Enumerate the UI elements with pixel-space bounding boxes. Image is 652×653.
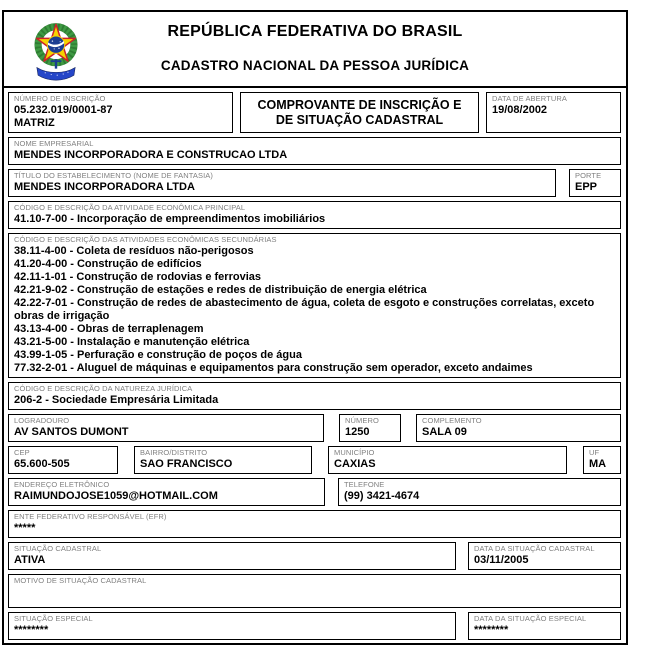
atividade-secundaria-item: 41.20-4-00 - Construção de edifícios xyxy=(14,258,202,270)
nome-fantasia-value: MENDES INCORPORADORA LTDA xyxy=(14,181,195,193)
atividade-secundaria-item: 43.21-5-00 - Instalação e manutenção elétrica xyxy=(14,336,250,348)
email-value: RAIMUNDOJOSE1059@HOTMAIL.COM xyxy=(14,490,218,502)
field-telefone xyxy=(338,478,621,506)
complemento-value: SALA 09 xyxy=(422,426,467,438)
row-atividades-secundarias xyxy=(8,233,621,378)
field-numero xyxy=(339,414,401,442)
atividade-secundaria-item: 42.22-7-01 - Construção de redes de abastecimento de água, coleta de esgoto e construções correlatas, exceto obras de irrigação xyxy=(14,297,595,322)
efr-label: ENTE FEDERATIVO RESPONSÁVEL (EFR) xyxy=(14,512,167,521)
field-situacao-especial xyxy=(8,612,456,640)
field-municipio xyxy=(328,446,567,474)
cep-label: CEP xyxy=(14,448,30,457)
data-abertura-label: DATA DE ABERTURA xyxy=(492,94,567,103)
data-abertura-value: 19/08/2002 xyxy=(492,104,548,116)
page-subtitle: CADASTRO NACIONAL DA PESSOA JURÍDICA xyxy=(160,58,470,73)
numero-inscricao-value: 05.232.019/0001-87 xyxy=(14,104,113,116)
atividade-principal-label: CÓDIGO E DESCRIÇÃO DA ATIVIDADE ECONÔMICA PRINCIPAL xyxy=(14,203,246,212)
uf-value: MA xyxy=(589,458,607,470)
bairro-value: SAO FRANCISCO xyxy=(140,458,233,470)
bairro-label: BAIRRO/DISTRITO xyxy=(140,448,208,457)
row-atividade-principal xyxy=(8,201,621,229)
porte-value: EPP xyxy=(575,181,598,193)
logradouro-label: LOGRADOURO xyxy=(14,416,70,425)
field-atividades-secundarias xyxy=(8,233,621,378)
row-cep-municipio xyxy=(8,446,621,474)
cnpj-document xyxy=(2,10,628,645)
situacao-cadastral-label: SITUAÇÃO CADASTRAL xyxy=(14,544,102,553)
field-logradouro xyxy=(8,414,324,442)
motivo-situacao-label: MOTIVO DE SITUAÇÃO CADASTRAL xyxy=(14,576,147,585)
data-situacao-cadastral-label: DATA DA SITUAÇÃO CADASTRAL xyxy=(474,544,595,553)
data-situacao-especial-label: DATA DA SITUAÇÃO ESPECIAL xyxy=(474,614,587,623)
atividade-secundaria-item: 43.99-1-05 - Perfuração e construção de poços de água xyxy=(14,349,302,361)
row-situacao-especial xyxy=(8,612,621,640)
field-natureza-juridica xyxy=(8,382,621,410)
row-endereco xyxy=(8,414,621,442)
row-fantasia-porte xyxy=(8,169,621,197)
comprovante-title: COMPROVANTE DE INSCRIÇÃO E DE SITUAÇÃO CADASTRAL xyxy=(240,92,479,133)
telefone-label: TELEFONE xyxy=(344,480,385,489)
field-uf xyxy=(583,446,621,474)
field-numero-inscricao xyxy=(8,92,233,133)
field-motivo-situacao xyxy=(8,574,621,608)
field-cep xyxy=(8,446,118,474)
complemento-label: COMPLEMENTO xyxy=(422,416,482,425)
natureza-juridica-label: CÓDIGO E DESCRIÇÃO DA NATUREZA JURÍDICA xyxy=(14,384,193,393)
numero-value: 1250 xyxy=(345,426,370,438)
field-data-situacao-especial xyxy=(468,612,621,640)
row-identification xyxy=(8,92,621,133)
municipio-value: CAXIAS xyxy=(334,458,376,470)
situacao-especial-label: SITUAÇÃO ESPECIAL xyxy=(14,614,93,623)
situacao-especial-value: ******** xyxy=(14,624,49,636)
atividades-secundarias-label: CÓDIGO E DESCRIÇÃO DAS ATIVIDADES ECONÔMICAS SECUNDÁRIAS xyxy=(14,235,277,244)
telefone-value: (99) 3421-4674 xyxy=(344,490,420,502)
logradouro-value: AV SANTOS DUMONT xyxy=(14,426,129,438)
atividade-secundaria-item: 42.11-1-01 - Construção de rodovias e ferrovias xyxy=(14,271,261,283)
field-nome-fantasia xyxy=(8,169,556,197)
atividade-secundaria-item: 38.11-4-00 - Coleta de resíduos não-perigosos xyxy=(14,245,254,257)
field-email xyxy=(8,478,325,506)
nome-empresarial-value: MENDES INCORPORADORA E CONSTRUCAO LTDA xyxy=(14,149,288,161)
field-situacao-cadastral xyxy=(8,542,456,570)
field-porte xyxy=(569,169,621,197)
matriz-flag: MATRIZ xyxy=(14,117,55,129)
row-motivo xyxy=(8,574,621,608)
field-efr xyxy=(8,510,621,538)
page-title: REPÚBLICA FEDERATIVA DO BRASIL xyxy=(167,23,463,40)
data-situacao-cadastral-value: 03/11/2005 xyxy=(474,554,529,566)
document-body xyxy=(4,88,626,640)
cep-value: 65.600-505 xyxy=(14,458,70,470)
atividade-secundaria-item: 77.32-2-01 - Aluguel de máquinas e equipamentos para construção sem operador, exceto andaimes xyxy=(14,362,533,374)
data-situacao-especial-value: ******** xyxy=(474,624,509,636)
numero-inscricao-label: NÚMERO DE INSCRIÇÃO xyxy=(14,94,106,103)
nome-fantasia-label: TÍTULO DO ESTABELECIMENTO (NOME DE FANTASIA) xyxy=(14,171,214,180)
brazil-coat-of-arms-icon xyxy=(26,16,86,83)
porte-label: PORTE xyxy=(575,171,602,180)
row-situacao-cadastral xyxy=(8,542,621,570)
field-nome-empresarial xyxy=(8,137,621,165)
row-contato xyxy=(8,478,621,506)
uf-label: UF xyxy=(589,448,600,457)
efr-value: ***** xyxy=(14,522,36,534)
atividade-secundaria-item: 42.21-9-02 - Construção de estações e redes de distribuição de energia elétrica xyxy=(14,284,427,296)
atividade-principal-value: 41.10-7-00 - Incorporação de empreendimentos imobiliários xyxy=(14,213,326,225)
nome-empresarial-label: NOME EMPRESARIAL xyxy=(14,139,94,148)
field-bairro xyxy=(134,446,312,474)
numero-label: NÚMERO xyxy=(345,416,379,425)
row-nome-empresarial xyxy=(8,137,621,165)
field-complemento xyxy=(416,414,621,442)
header-section xyxy=(4,12,626,88)
field-atividade-principal xyxy=(8,201,621,229)
row-efr xyxy=(8,510,621,538)
field-data-abertura xyxy=(486,92,621,133)
situacao-cadastral-value: ATIVA xyxy=(14,554,46,566)
row-natureza-juridica xyxy=(8,382,621,410)
field-data-situacao-cadastral xyxy=(468,542,621,570)
natureza-juridica-value: 206-2 - Sociedade Empresária Limitada xyxy=(14,394,219,406)
atividade-secundaria-item: 43.13-4-00 - Obras de terraplenagem xyxy=(14,323,204,335)
email-label: ENDEREÇO ELETRÔNICO xyxy=(14,480,110,489)
municipio-label: MUNICÍPIO xyxy=(334,448,375,457)
